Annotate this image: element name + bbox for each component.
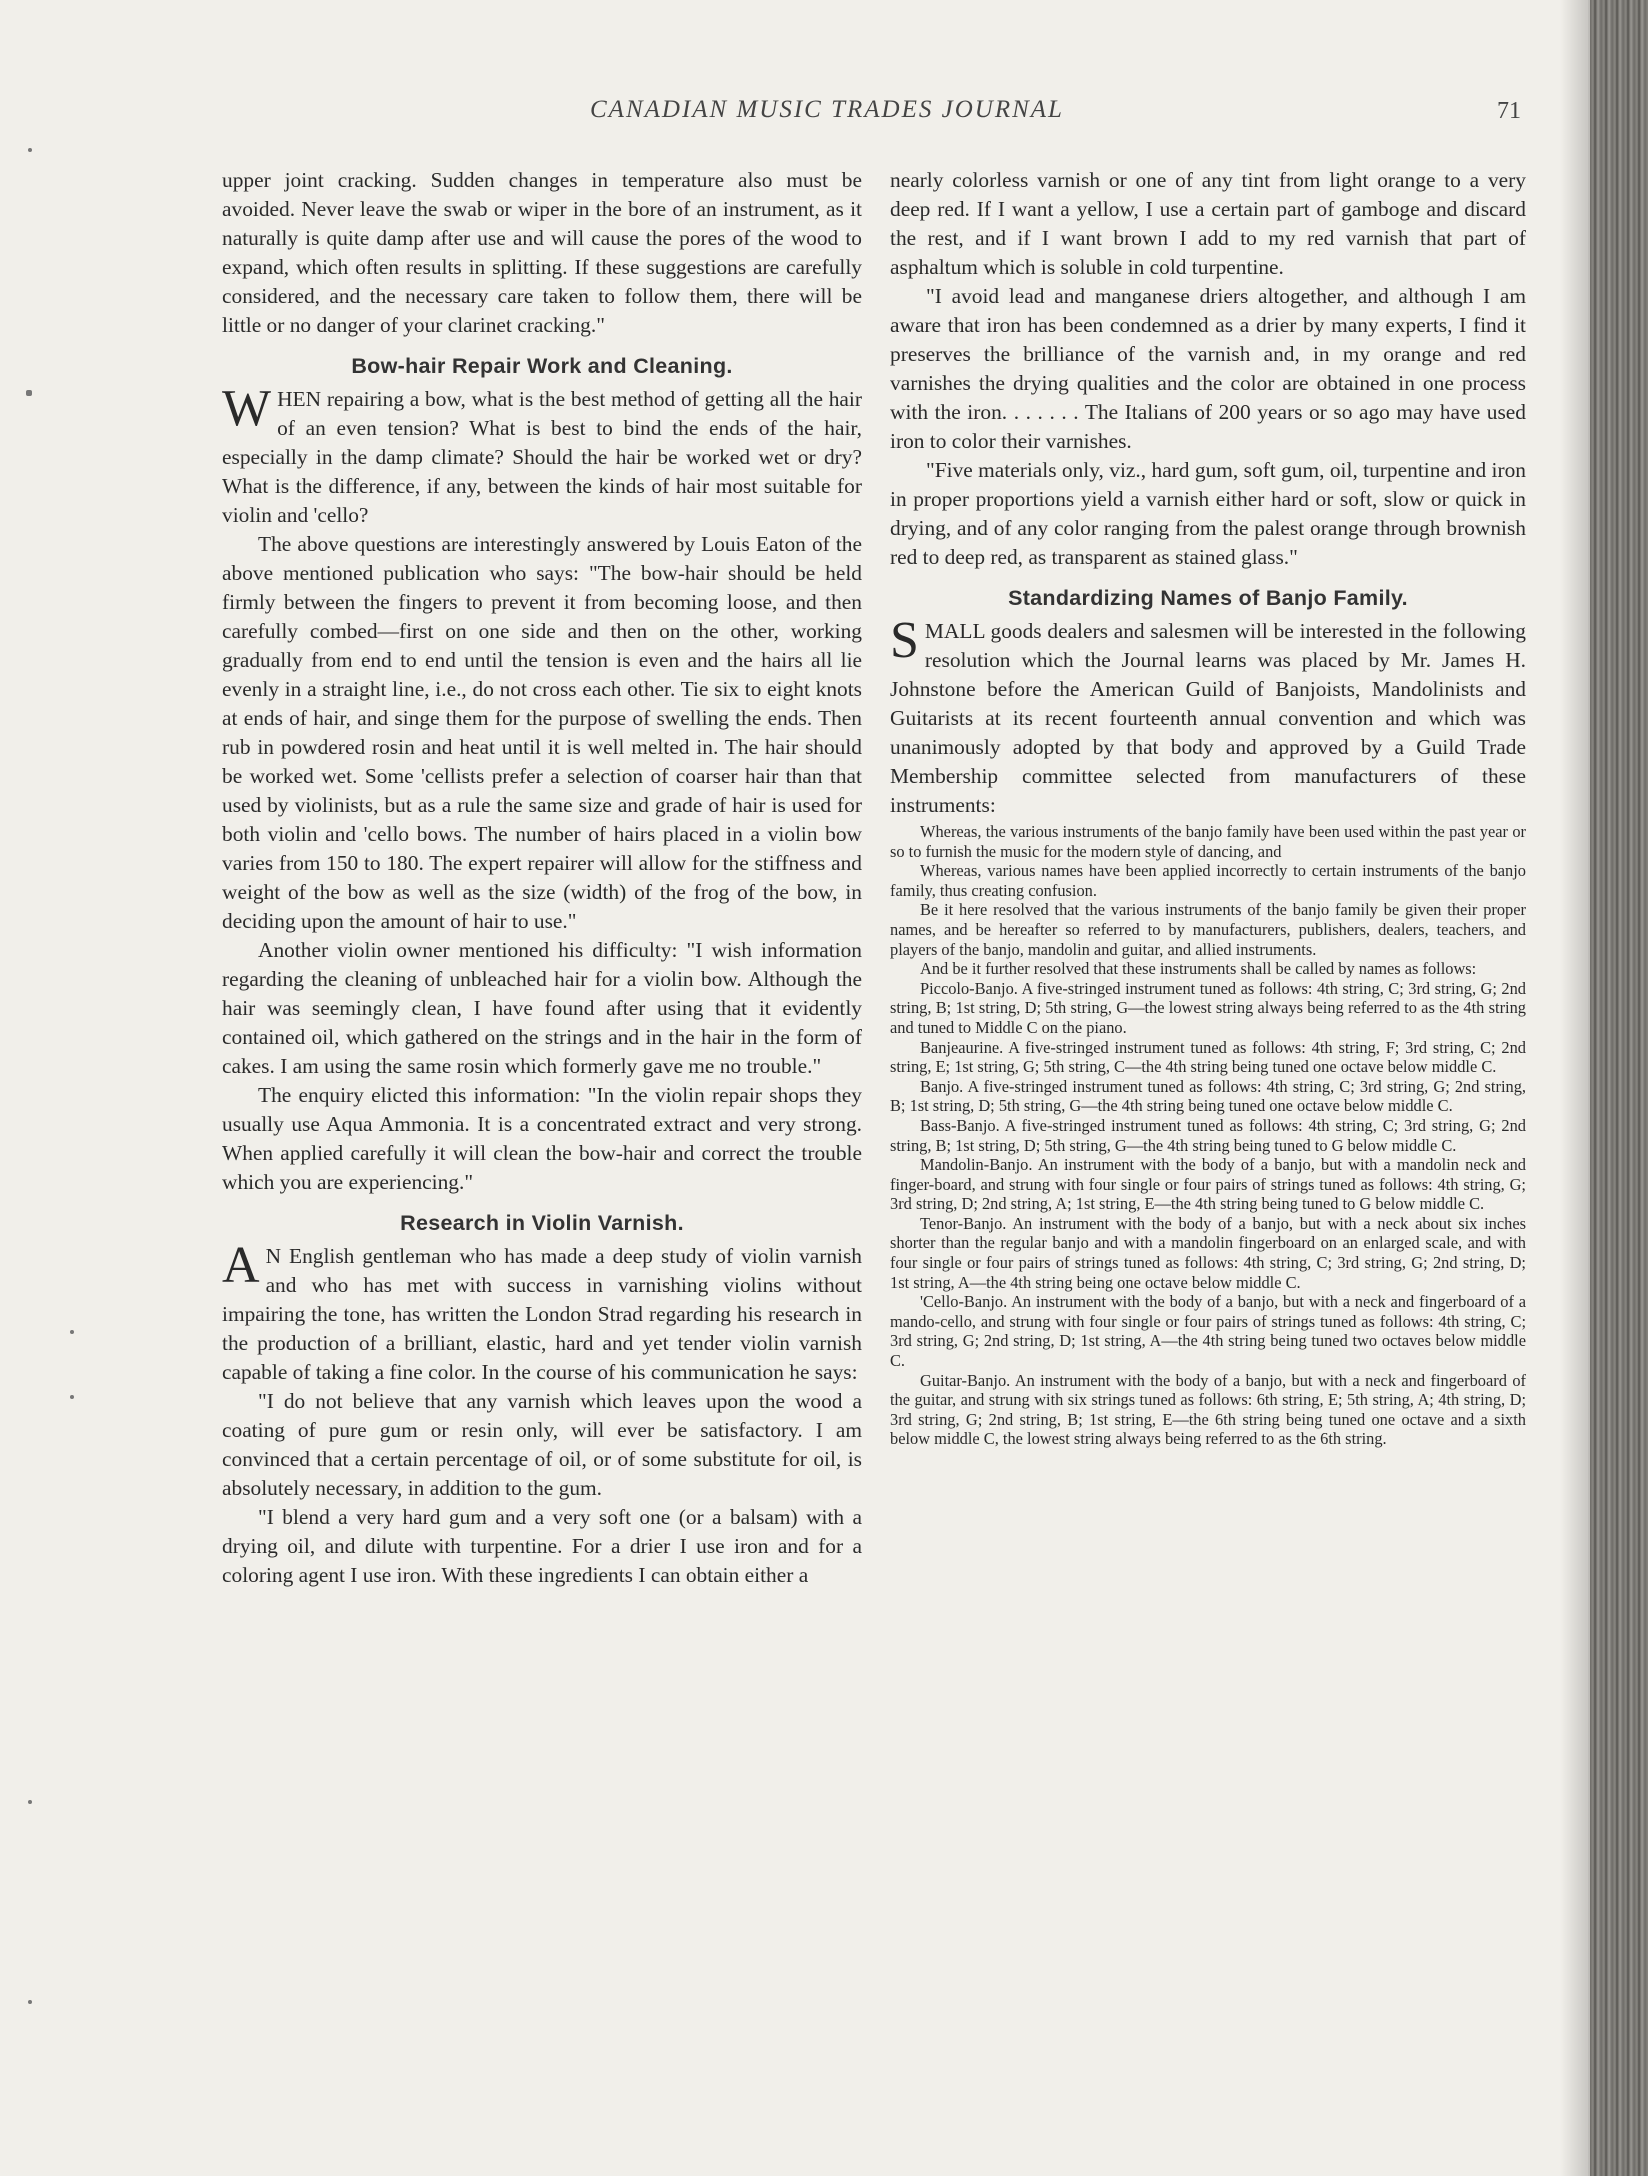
resolution-paragraph: And be it further resolved that these instruments shall be called by names as follows: [920, 959, 1477, 979]
page-edges [1590, 0, 1648, 2176]
resolution-text [890, 822, 1526, 1449]
margin-mark [70, 1395, 74, 1399]
banjo-paragraph-1-text: MALL goods dealers and salesmen will be interested in the following resolution which the Journal learns was placed by Mr. James H. Johnstone before the American Guild of Banjoists, Mandolinists and Guitarists at its recent fourteenth annual convention and which was unanimously adopted by that body and approved by a Guild Trade Membership committee selected from manufacturers of these instruments: [890, 619, 1526, 817]
banjo-paragraph-1 [890, 612, 1526, 820]
bow-paragraph-1 [222, 380, 862, 530]
resolution-tenor-banjo: Tenor-Banjo. An instrument with the body of a banjo, but with a neck about six inches shorter than the regular banjo and with a mandolin fingerboard on an enlarged scale, and with four single or four pairs of strings tuned as follows: 4th string, C; 3rd string, G; 2nd string, D; 1st string, A—the 4th string being one octave below middle C. [890, 1213, 1526, 1292]
heading-bow-hair: Bow-hair Repair Work and Cleaning. [351, 354, 733, 378]
binding-shadow [1560, 0, 1590, 2176]
margin-mark [26, 390, 32, 396]
resolution-paragraph: Be it here resolved that the various instruments of the banjo family be given their proper names, and be hereafter so referred to by manufacturers, publishers, dealers, teachers, and players of the banjo, mandolin and guitar, and allied instruments. [890, 900, 1526, 959]
margin-mark [28, 1800, 32, 1804]
varnish-paragraph-1 [222, 1237, 862, 1387]
resolution-mandolin-banjo: Mandolin-Banjo. An instrument with the body of a banjo, but with a mandolin neck and finger-board, and strung with four single or four pairs of strings tuned as follows: 4th string, G; 3rd string, D; 2nd string, A; 1st string, E—the 4th string being tuned to G below middle C. [890, 1155, 1526, 1214]
resolution-banjo: Banjo. A five-stringed instrument tuned as follows: 4th string, C; 3rd string, G; 2nd string, B; 1st string, D; 5th string, G—the 4th string being tuned one octave below middle C. [890, 1076, 1526, 1116]
drop-cap: S [890, 612, 919, 669]
varnish-paragraph-2: "I do not believe that any varnish which leaves upon the wood a coating of pure gum or resin only, will ever be satisfactory. I am convinced that a certain percentage of oil, or of some substitute for oil, is absolutely necessary, in addition to the gum. [222, 1389, 862, 1500]
varnish-paragraph-4: "I avoid lead and manganese driers altogether, and although I am aware that iron has been condemned as a drier by many experts, I find it preserves the brilliance of the varnish and, in my orange and red varnishes the drying qualities and the color are obtained in one process with the iron. . . . . . . The Italians of 200 years or so ago may have used iron to color their varnishes. [890, 284, 1526, 453]
varnish-paragraph-1-text: N English gentleman who has made a deep study of violin varnish and who has met with success in varnishing violins without impairing the tone, has written the London Strad regarding his research in the production of a brilliant, elastic, hard and yet tender violin varnish capable of taking a fine color. In the course of his communication he says: [222, 1244, 862, 1384]
resolution-bass-banjo: Bass-Banjo. A five-stringed instrument tuned as follows: 4th string, C; 3rd string, G; 2nd string, B; 1st string, D; 5th string, G—the 4th string being tuned to G below middle C. [890, 1115, 1526, 1155]
drop-cap: A [222, 1237, 260, 1294]
heading-violin-varnish: Research in Violin Varnish. [400, 1211, 684, 1235]
resolution-piccolo-banjo: Piccolo-Banjo. A five-stringed instrument tuned as follows: 4th string, C; 3rd string, G; 2nd string, B; 1st string, D; 5th string, G—the lowest string always being referred to as the 4th string and tuned to Middle C on the piano. [890, 978, 1526, 1037]
resolution-paragraph: Whereas, the various instruments of the banjo family have been used within the past year or so to furnish the music for the modern style of dancing, and [890, 822, 1526, 861]
resolution-banjeaurine: Banjeaurine. A five-stringed instrument tuned as follows: 4th string, F; 3rd string, C; 2nd string, E; 1st string, G; 5th string, C—the 4th string being tuned one octave below middle C. [890, 1037, 1526, 1077]
varnish-continued: nearly colorless varnish or one of any tint from light orange to a very deep red. If I want a yellow, I use a certain part of gamboge and discard the rest, and if I want brown I add to my red varnish that part of asphaltum which is soluble in cold turpentine. [890, 168, 1526, 279]
bow-paragraph-2: The above questions are interestingly answered by Louis Eaton of the above mentioned publication who says: "The bow-hair should be held firmly between the fingers to prevent it from becoming loose, and then carefully combed—first on one side and then on the other, working gradually from end to end until the tension is even and the hairs all lie evenly in a straight line, i.e., do not cross each other. Tie six to eight knots at ends of hair, and singe them for the purpose of swelling the ends. Then rub in powdered rosin and heat until it is well melted in. The hair should be worked wet. Some 'cellists prefer a selection of coarser hair than that used by violinists, but as a rule the same size and grade of hair is used for both violin and 'cello bows. The number of hairs placed in a violin bow varies from 150 to 180. The expert repairer will allow for the stiffness and weight of the bow as well as the size (width) of the frog of the bow, in deciding upon the amount of hair to use." [222, 532, 862, 933]
margin-mark [70, 1330, 74, 1334]
bow-paragraph-4: The enquiry elicted this information: "In the violin repair shops they usually use Aqua Ammonia. It is a concentrated extract and very strong. When applied carefully it will clean the bow-hair and correct the trouble which you are experiencing." [222, 1083, 862, 1194]
drop-cap: W [222, 380, 272, 437]
bow-paragraph-3: Another violin owner mentioned his difficulty: "I wish information regarding the cleaning of unbleached hair for a violin bow. Although the hair was seemingly clean, I have found after using that it evidently contained oil, which gathered on the strings and in the hair in the form of cakes. I am using the same rosin which formerly gave me no trouble." [222, 938, 862, 1078]
varnish-paragraph-3: "I blend a very hard gum and a very soft one (or a balsam) with a drying oil, and dilute with turpentine. For a drier I use iron and for a coloring agent I use iron. With these ingredients I can obtain either a [222, 1505, 862, 1587]
bow-paragraph-1-text: HEN repairing a bow, what is the best method of getting all the hair of an even tension? What is best to bind the ends of the hair, especially in the damp climate? Should the hair be worked wet or dry? What is the difference, if any, between the kinds of hair most suitable for violin and 'cello? [222, 387, 862, 527]
running-head: CANADIAN MUSIC TRADES JOURNAL [590, 96, 1064, 123]
clarinet-paragraph-end: upper joint cracking. Sudden changes in temperature also must be avoided. Never leave the swab or wiper in the bore of an instrument, as it naturally is quite damp after use and will cause the pores of the wood to expand, which often results in splitting. If these suggestions are carefully considered, and the necessary care taken to follow them, there will be little or no danger of your clarinet cracking." [222, 168, 862, 337]
resolution-paragraph: Whereas, various names have been applied incorrectly to certain instruments of the banjo family, thus creating confusion. [890, 861, 1526, 900]
resolution-cello-banjo: 'Cello-Banjo. An instrument with the body of a banjo, but with a neck and fingerboard of a mando-cello, and strung with four single or four pairs of strings tuned as follows: 4th string, C; 3rd string, G; 2nd string, D; 1st string, A—the 4th string being tuned two octaves below middle C. [890, 1292, 1526, 1371]
margin-mark [28, 2000, 32, 2004]
page-number: 71 [1497, 98, 1521, 124]
margin-mark [28, 148, 32, 152]
resolution-guitar-banjo: Guitar-Banjo. An instrument with the body of a banjo, but with a neck and fingerboard of the guitar, and strung with six strings tuned as follows: 6th string, E; 5th string, A; 4th string, D; 3rd string, G; 2nd string, B; 1st string, E—the 6th string being tuned one octave and a sixth below middle C, the lowest string always being referred to as the 6th string. [890, 1370, 1526, 1449]
right-column [890, 166, 1526, 1449]
left-column [222, 166, 862, 1590]
varnish-paragraph-5: "Five materials only, viz., hard gum, soft gum, oil, turpentine and iron in proper proportions yield a varnish either hard or soft, slow or quick in drying, and of any color ranging from the palest orange through brownish red to deep red, as transparent as stained glass." [890, 458, 1526, 569]
heading-banjo-family: Standardizing Names of Banjo Family. [1008, 586, 1408, 610]
